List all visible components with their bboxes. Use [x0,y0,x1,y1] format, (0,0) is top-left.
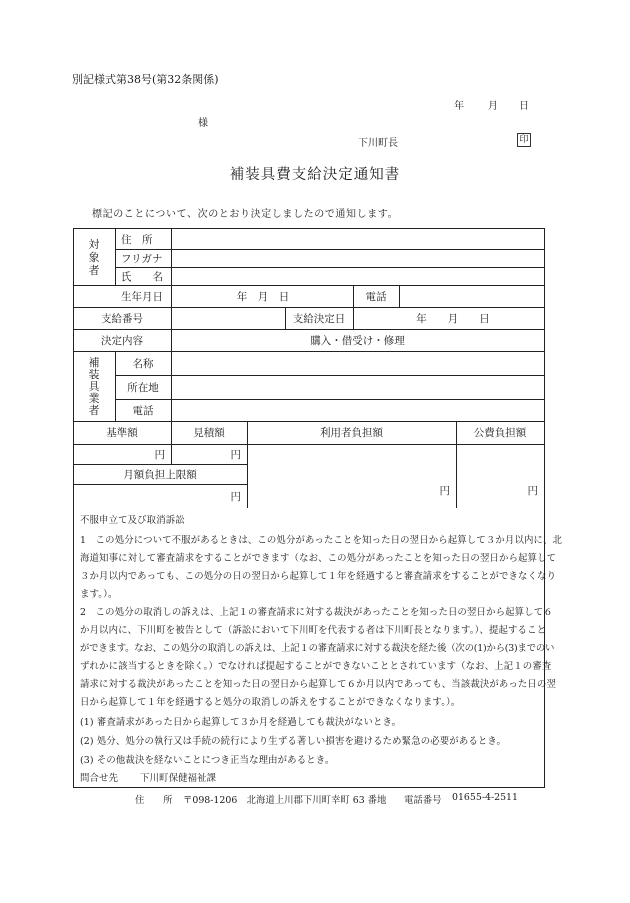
payment-number-field[interactable] [172,308,285,329]
user-burden-yen[interactable]: 円 [439,484,450,497]
date-day-label: 日 [519,101,529,112]
contact-department: 下川町保健福祉課 [140,773,217,784]
seal-mark: 印 [517,133,531,147]
notes-line: ずれかに該当するときを除く。）でなければ提起することができないこととされています（なお、上記１の審査 [80,661,552,672]
vendor-group-label: 補装具業者 [88,356,100,417]
payment-number-label: 支給番号 [101,312,143,325]
notes-line: (2) 処分、処分の執行又は手続の続行により生ずる著しい損害を避けるため緊急の必要があるとき。 [80,736,507,747]
notes-line: (3) その他裁決を経ないことにつき正当な理由があるとき。 [80,755,335,766]
vendor-name-field[interactable] [172,352,544,375]
notes-line: 請求に対する裁決があったことを知った日の翌日から起算して６か月以内であっても、当該裁決があった日の翌 [80,679,556,690]
issuer-name: 下川町長 [358,138,398,149]
notes-line: 2 この処分の取消しの訴えは、上記１の審査請求に対する裁決があったことを知った日の翌日から起算して６ [80,607,553,618]
user-burden-label: 利用者負担額 [320,427,383,439]
name-label: 氏 名 [121,270,163,283]
contact-address-label: 住 所 [135,795,173,806]
contact-phone-label: 電話番号 [404,795,442,806]
vendor-phone-field[interactable] [172,400,544,421]
contact-label: 問合せ先 [80,773,119,784]
payment-date-label: 支給決定日 [292,312,346,325]
appeal-notes-section [73,508,563,788]
vendor-address-field[interactable] [172,376,544,399]
contact-phone: 01655-4-2511 [452,792,518,803]
notes-line: ができます。なお、この処分の取消しの訴えは、上記１の審査請求に対する裁決を経た後（次の(1)から(3)までのい [80,643,555,654]
monthly-limit-label: 月額負担上限額 [123,468,197,481]
phone-field[interactable] [400,286,544,307]
public-burden-label: 公費負担額 [473,427,527,439]
notes-line: ３か月以内であっても、この処分の日の翌日から起算して１年を経過すると審査請求をすることができなくなり [80,571,557,582]
decision-options[interactable]: 購入・借受け・修理 [310,334,405,347]
estimate-yen[interactable]: 円 [230,448,241,461]
document-title: 補装具費支給決定通知書 [229,167,401,183]
decision-form-table [73,228,545,508]
notes-heading: 不服申立て及び取消訴訟 [80,515,185,526]
vendor-name-label: 名称 [132,357,154,370]
subject-group-label: 対象者 [88,238,100,277]
intro-text: 標記のことについて、次のとおり決定しましたので通知します。 [92,209,399,220]
decision-label: 決定内容 [101,334,143,347]
name-field[interactable] [172,268,544,285]
payment-date-value[interactable]: 年 月 日 [416,312,490,325]
estimate-label: 見積額 [193,427,225,439]
notes-line: 1 この処分について不服があるときは、この処分があったことを知った日の翌日から起算して３か月以内に、北 [80,535,563,546]
recipient-honorific: 様 [198,118,208,129]
furigana-field[interactable] [172,250,544,267]
date-month-label: 月 [488,101,498,112]
phone-label: 電話 [365,290,387,303]
form-reference: 別記様式第38号(第32条関係) [72,73,219,86]
date-year-label: 年 [454,101,464,112]
vendor-phone-label: 電話 [132,404,154,417]
notes-line: (1) 審査請求があった日から起算して３か月を経過しても裁決がないとき。 [80,717,402,728]
dob-value[interactable]: 年 月 日 [236,290,290,303]
address-field[interactable] [172,229,544,249]
notes-line: 日から起算して１年を経過すると処分の取消しの訴えをすることができなくなります。）。 [80,697,461,708]
notes-line: 海道知事に対して審査請求をすることができます（なお、この処分があったことを知った日の翌日から起算して [80,553,557,564]
monthly-limit-yen[interactable]: 円 [230,490,241,503]
vendor-address-label: 所在地 [127,381,159,394]
furigana-label: フリガナ [121,252,163,265]
address-label: 住 所 [121,234,153,246]
dob-label: 生年月日 [121,290,163,303]
notes-line: ます。）。 [80,589,118,600]
public-burden-yen[interactable]: 円 [527,484,538,497]
base-amount-label: 基準額 [106,427,138,439]
base-amount-yen[interactable]: 円 [154,448,165,461]
contact-address: 〒098-1206 北海道上川郡下川町幸町 63 番地 [183,795,387,806]
notes-line: か月以内に、下川町を被告として（訴訟において下川町を代表する者は下川町長となります。）、提起すること [80,625,547,636]
